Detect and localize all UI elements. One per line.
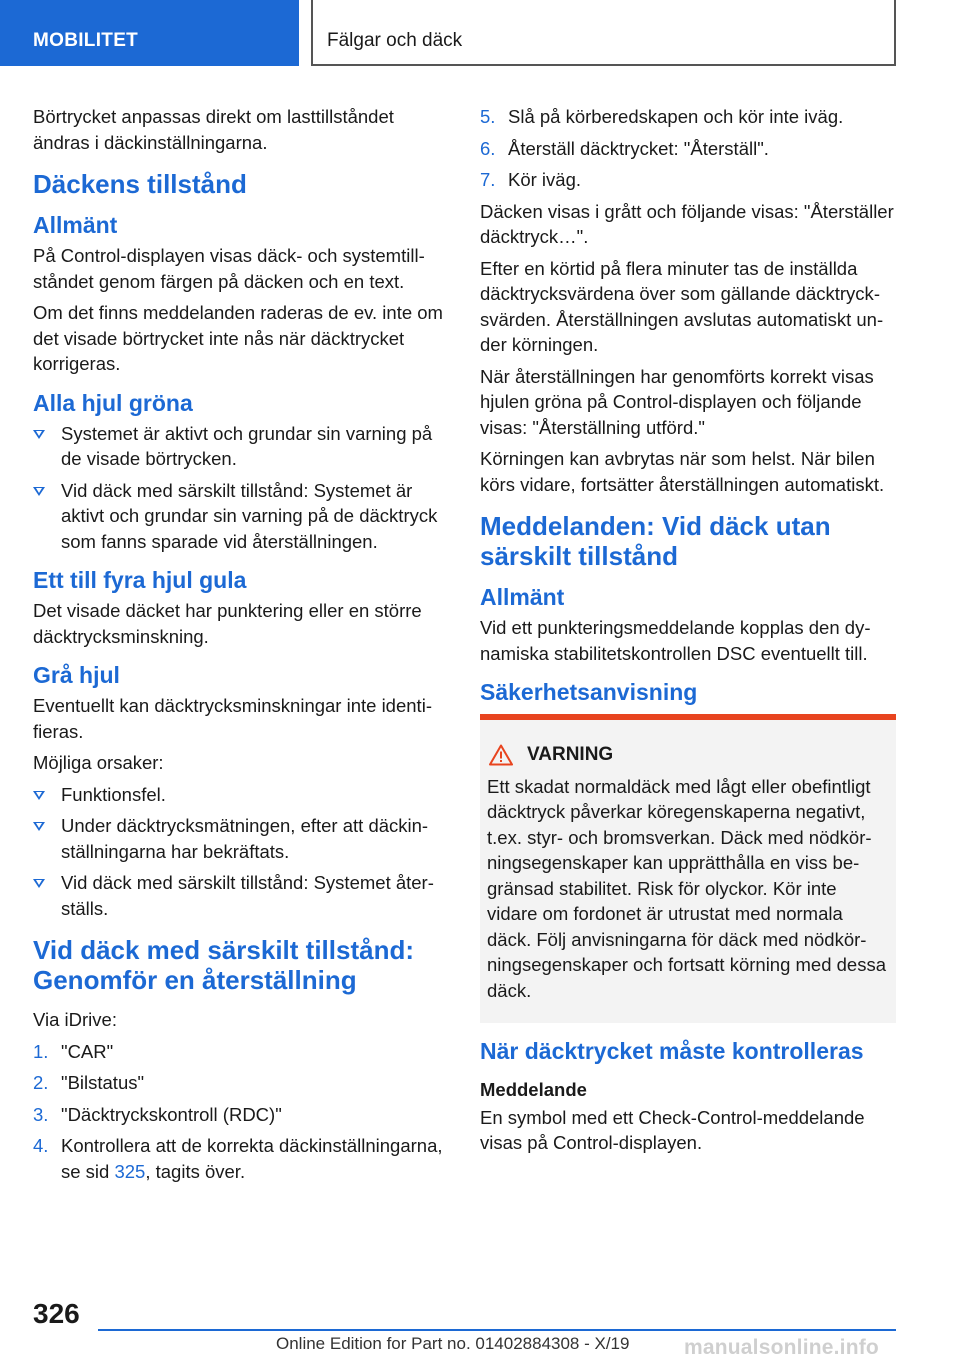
triangle-bullet-icon [33,430,45,439]
triangle-bullet-icon [33,791,45,800]
reset-steps-continued [480,104,896,193]
paragraph: När återställningen har genomförts korrekt visas hjulen gröna på Control-displayen och följande visas: "Återställning utförd." [480,365,874,438]
warning-triangle-icon [489,744,513,766]
paragraph: Eventuellt kan däcktrycksminskningar inte identifieras. [33,695,432,742]
warning-text: Ett skadat normaldäck med lågt eller obefintligt däcktryck påverkar köregenskaperna negativt, t.ex. styr- och bromsverkan. Däck med nödkörningsegenskaper kan upprätthålla en viss begränsad stabilitet. Risk för olyckor. Kör inte vidare om fordonet är utrustat med normala däck. Följ anvisningarna för däck med nödkörningsegenskaper och fortsatt körning med dessa däck. [487,775,887,1001]
subheading-message: Meddelande [480,1079,587,1100]
watermark: manualsonline.info [684,1336,879,1359]
heading-yellow: Ett till fyra hjul gula [33,567,247,593]
left-column [33,104,449,1190]
page-number: 326 [33,1298,80,1329]
step-item: 1. "CAR" [33,1040,114,1062]
footer-divider [98,1329,896,1331]
paragraph: På Control-displayen visas däck- och systemtillståndet genom färgen på däcken och en text. [33,245,425,292]
paragraph: En symbol med ett Check-Control-meddelande visas på Control-displayen. [480,1106,865,1153]
paragraph: Däcken visas i grått och följande visas: "Återställer däcktryck…". [480,200,894,247]
grey-list [33,782,449,922]
heading-reset: Vid däck med särskilt tillstånd: Genomför en återställning [33,935,414,995]
paragraph: Via iDrive: [33,1009,117,1030]
list-item: Funktionsfel. [33,782,449,808]
heading-general: Allmänt [33,212,118,238]
paragraph: Det visade däcket har punktering eller en större däcktrycksminskning. [33,600,422,647]
paragraph: Möjliga orsaker: [33,752,164,773]
heading-messages: Meddelanden: Vid däck utan särskilt tillstånd [480,511,831,571]
step-item: 3. "Däcktryckskontroll (RDC)" [33,1103,282,1125]
step-item: 7. Kör iväg. [480,169,582,190]
warning-title: VARNING [527,744,614,765]
intro-paragraph: Börtrycket anpassas direkt om lasttillståndet ändras i däckinställningarna. [33,106,394,153]
warning-header [487,742,889,768]
page-reference-link[interactable]: 325 [114,1160,146,1182]
triangle-bullet-icon [33,487,45,496]
green-list [33,421,449,555]
reset-steps [33,1039,449,1185]
heading-general: Allmänt [480,584,565,610]
chapter-title: Fälgar och däck [311,0,896,66]
triangle-bullet-icon [33,822,45,831]
section-tab: MOBILITET [0,0,299,66]
edition-text: Online Edition for Part no. 01402884308 - X/19 [276,1334,630,1353]
paragraph: Om det finns meddelanden raderas de ev. inte om det visade börtrycket inte nås när däcktrycket korrigeras. [33,302,443,374]
triangle-bullet-icon [33,879,45,888]
heading-tire-condition: Däckens tillstånd [33,169,247,199]
step-item: 6. Återställ däcktrycket: "Återställ". [480,137,769,159]
list-item: Under däcktrycksmätningen, efter att däckinställningarna har bekräftats. [33,813,449,864]
step-item: 2. "Bilstatus" [33,1072,145,1093]
step-item: 4. Kontrollera att de korrekta däckinställningarna, se sid 325, tagits över. [33,1135,443,1182]
warning-box [480,714,896,1023]
paragraph: Efter en körtid på flera minuter tas de inställda däcktrycksvärdena över som gällande däcktrycksvärden. Återställningen avslutas automatiskt under körningen. [480,257,884,355]
list-item: Systemet är aktivt och grundar sin varning på de visade börtrycken. [33,421,449,472]
paragraph: Vid ett punkteringsmeddelande kopplas den dynamiska stabilitetskontrollen DSC eventuellt till. [480,617,871,664]
heading-grey: Grå hjul [33,662,120,688]
right-column [480,104,896,1162]
step-item: 5. Slå på körberedskapen och kör inte iväg. [480,106,844,127]
list-item: Vid däck med särskilt tillstånd: Systemet är aktivt och grundar sin varning på de däcktryck som fanns sparade vid återställningen. [33,478,449,555]
heading-check-pressure: När däcktrycket måste kontrolleras [480,1038,864,1064]
list-item: Vid däck med särskilt tillstånd: Systemet återställs. [33,870,449,921]
heading-all-green: Alla hjul gröna [33,389,193,416]
paragraph: Körningen kan avbrytas när som helst. När bilen körs vidare, fortsätter återställningen automatiskt. [480,448,885,495]
heading-safety: Säkerhetsanvisning [480,679,698,705]
